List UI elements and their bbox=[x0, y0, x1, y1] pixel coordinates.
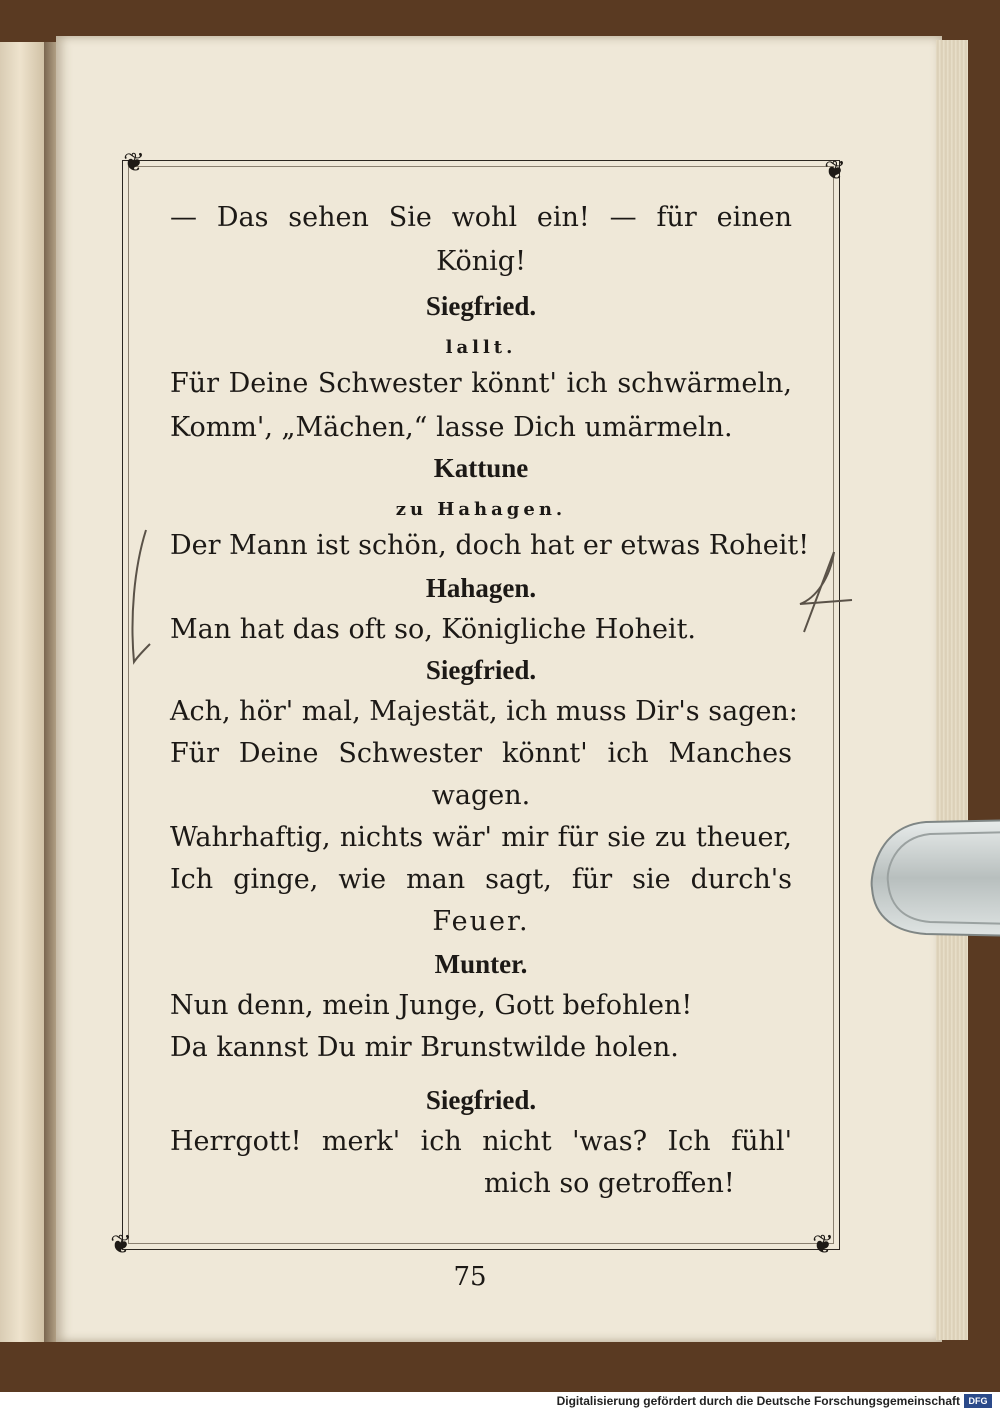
funding-credit: Digitalisierung gefördert durch die Deutsche Forschungsgemeinschaft bbox=[556, 1394, 960, 1408]
stage-direction: lallt. bbox=[445, 337, 517, 358]
left-page-edge bbox=[0, 42, 50, 1342]
speaker-name: Munter. bbox=[434, 949, 528, 979]
text-line: Man hat das oft so, Königliche Hoheit. bbox=[170, 614, 696, 645]
corner-ornament-icon: ❦ bbox=[123, 148, 145, 178]
text-line: — Das sehen Sie wohl ein! — für einen bbox=[170, 202, 792, 233]
text-line: Der Mann ist schön, doch hat er etwas Roheit! bbox=[170, 530, 810, 561]
pencil-annotation bbox=[790, 548, 860, 638]
bookmark-clip-icon bbox=[866, 818, 1000, 938]
text-line: Da kannst Du mir Brunstwilde holen. bbox=[170, 1032, 679, 1063]
speaker-name: Siegfried. bbox=[425, 1085, 537, 1115]
text-line: mich so getroffen! bbox=[484, 1168, 735, 1199]
speaker-name: Hahagen. bbox=[425, 573, 537, 603]
pencil-bracket-mark bbox=[120, 528, 160, 668]
speaker-name: Siegfried. bbox=[425, 655, 537, 685]
text-line: Für Deine Schwester könnt' ich Manches bbox=[170, 738, 792, 769]
footer bbox=[0, 1392, 1000, 1412]
text-line: Nun denn, mein Junge, Gott befohlen! bbox=[170, 990, 693, 1021]
corner-ornament-icon: ❦ bbox=[110, 1230, 132, 1260]
text-line: Herrgott! merk' ich nicht 'was? Ich fühl' bbox=[170, 1126, 792, 1157]
text-line: Feuer. bbox=[432, 906, 530, 937]
text-line: wagen. bbox=[431, 780, 531, 811]
text-line: Komm', „Mächen,“ lasse Dich umärmeln. bbox=[170, 412, 733, 443]
dfg-logo: DFG bbox=[964, 1394, 992, 1408]
text-line: Für Deine Schwester könnt' ich schwärmeln, bbox=[170, 368, 792, 399]
speaker-name: Kattune bbox=[433, 453, 529, 483]
page-stack-edge bbox=[936, 40, 968, 1340]
text-line: Ach, hör' mal, Majestät, ich muss Dir's sagen: bbox=[170, 696, 798, 727]
page-number: 75 bbox=[453, 1262, 487, 1292]
stage-direction: zu Hahagen. bbox=[395, 499, 567, 520]
text-line: Wahrhaftig, nichts wär' mir für sie zu theuer, bbox=[170, 822, 792, 853]
corner-ornament-icon: ❦ bbox=[812, 1230, 834, 1260]
text-line: König! bbox=[436, 246, 526, 277]
speaker-name: Siegfried. bbox=[425, 291, 537, 321]
corner-ornament-icon: ❦ bbox=[824, 156, 846, 186]
text-line: Ich ginge, wie man sagt, für sie durch's bbox=[170, 864, 792, 895]
